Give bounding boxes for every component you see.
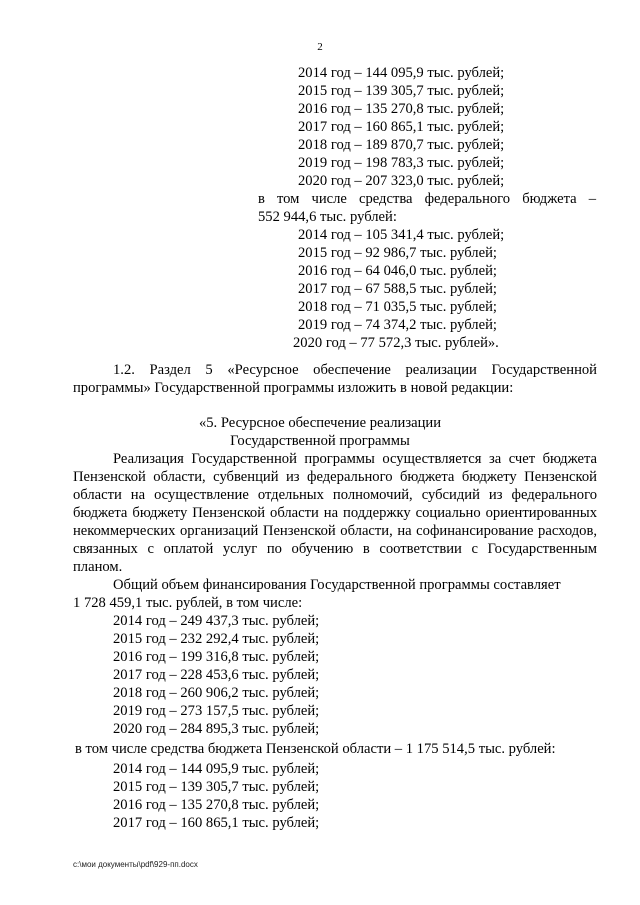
page-number: 2	[317, 41, 323, 53]
federal-budget-intro: в том числе средства федерального бюджета –	[258, 191, 596, 207]
funding-paragraph-line: бюджета бюджету Пензенской области на поддержку социально ориентированных	[73, 505, 597, 521]
list-item: 2015 год – 92 986,7 тыс. рублей;	[298, 245, 497, 261]
list-item: 2016 год – 199 316,8 тыс. рублей;	[113, 649, 320, 665]
footer-file-path: c:\мои документы\pdf\929-пп.docx	[73, 860, 198, 869]
list-item: 2014 год – 144 095,9 тыс. рублей;	[298, 65, 505, 81]
list-item: 2020 год – 207 323,0 тыс. рублей;	[298, 173, 505, 189]
funding-paragraph-line: Пензенской области, субвенций из федерального бюджета бюджету Пензенской	[73, 469, 597, 485]
list-item: 2017 год – 67 588,5 тыс. рублей;	[298, 281, 497, 297]
list-item: 2017 год – 228 453,6 тыс. рублей;	[113, 667, 320, 683]
section-title-line-1: «5. Ресурсное обеспечение реализации	[198, 415, 442, 431]
list-item: 2014 год – 105 341,4 тыс. рублей;	[298, 227, 505, 243]
federal-budget-total: 552 944,6 тыс. рублей:	[258, 209, 397, 225]
list-item: 2014 год – 249 437,3 тыс. рублей;	[113, 613, 320, 629]
list-item: 2018 год – 260 906,2 тыс. рублей;	[113, 685, 320, 701]
funding-paragraph-line: Реализация Государственной программы осуществляется за счет бюджета	[113, 451, 597, 467]
list-item: 2015 год – 232 292,4 тыс. рублей;	[113, 631, 320, 647]
list-item: 2019 год – 198 783,3 тыс. рублей;	[298, 155, 505, 171]
list-item: 2016 год – 135 270,8 тыс. рублей;	[113, 797, 320, 813]
list-item: 2017 год – 160 865,1 тыс. рублей;	[298, 119, 505, 135]
list-item: 2015 год – 139 305,7 тыс. рублей;	[298, 83, 505, 99]
list-item: 2019 год – 273 157,5 тыс. рублей;	[113, 703, 320, 719]
list-item: 2016 год – 135 270,8 тыс. рублей;	[298, 101, 505, 117]
list-item: 2019 год – 74 374,2 тыс. рублей;	[298, 317, 497, 333]
list-item: 2018 год – 189 870,7 тыс. рублей;	[298, 137, 505, 153]
funding-paragraph-line: связанных с оплатой услуг по обучению в соответствии с Государственным	[73, 541, 597, 557]
list-item: 2020 год – 77 572,3 тыс. рублей».	[293, 335, 499, 351]
list-item: 2017 год – 160 865,1 тыс. рублей;	[113, 815, 320, 831]
list-item: 2015 год – 139 305,7 тыс. рублей;	[113, 779, 320, 795]
list-item: 2020 год – 284 895,3 тыс. рублей;	[113, 721, 320, 737]
funding-paragraph-line: области на осуществление отдельных полномочий, субсидий из федерального	[73, 487, 597, 503]
list-item: 2016 год – 64 046,0 тыс. рублей;	[298, 263, 497, 279]
total-funding-intro: Общий объем финансирования Государственной программы составляет	[113, 577, 561, 593]
funding-paragraph-line: некоммерческих организаций Пензенской области, на софинансирование расходов,	[73, 523, 597, 539]
funding-paragraph-line: планом.	[73, 559, 123, 575]
section-title-line-2: Государственной программы	[230, 433, 410, 449]
clause-1-2-line-1: 1.2. Раздел 5 «Ресурсное обеспечение реализации Государственной	[113, 362, 597, 378]
clause-1-2-line-2: программы» Государственной программы изложить в новой редакции:	[73, 380, 514, 396]
list-item: 2014 год – 144 095,9 тыс. рублей;	[113, 761, 320, 777]
total-funding-amount: 1 728 459,1 тыс. рублей, в том числе:	[73, 595, 303, 611]
list-item: 2018 год – 71 035,5 тыс. рублей;	[298, 299, 497, 315]
regional-budget-intro: в том числе средства бюджета Пензенской области – 1 175 514,5 тыс. рублей:	[75, 741, 556, 757]
